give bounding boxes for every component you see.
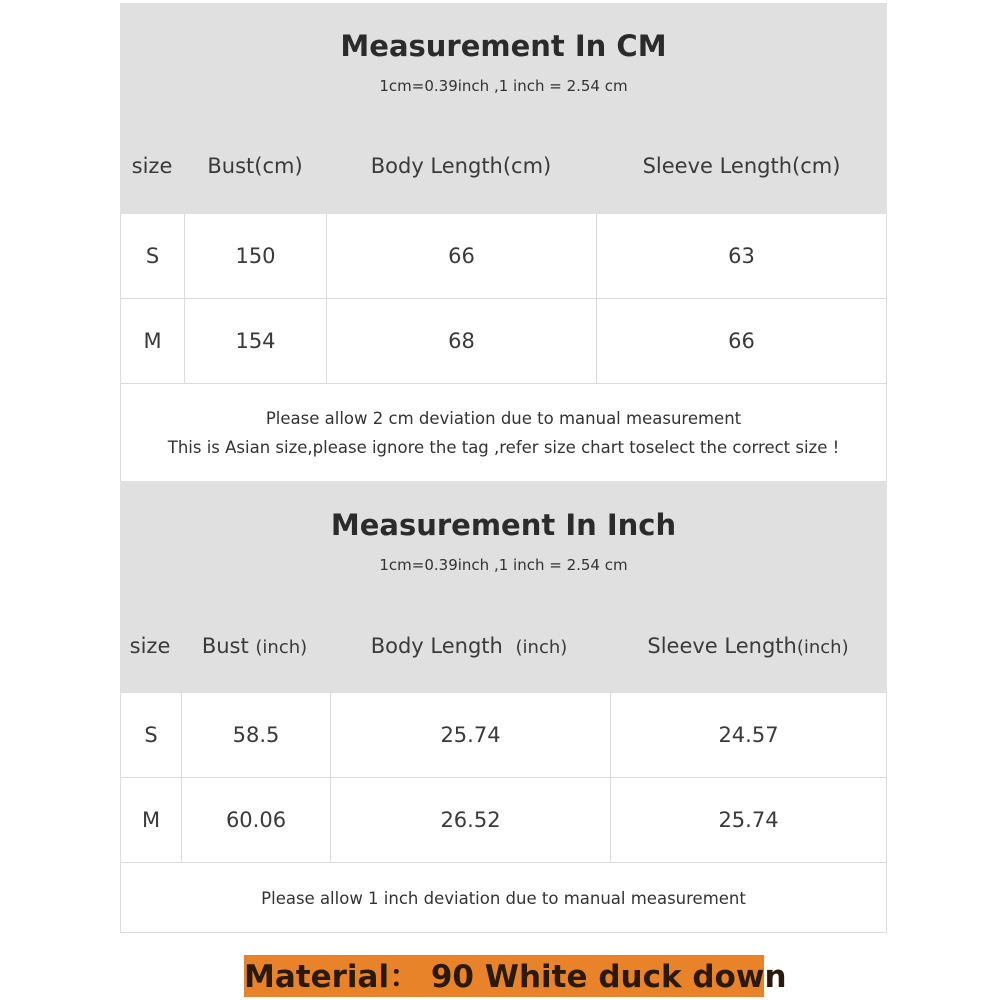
inch-table-header: [120, 481, 887, 693]
inch-cell-sleeve-length: 25.74: [610, 778, 886, 862]
table-row: [121, 214, 886, 299]
inch-table-title: Measurement In Inch: [330, 508, 677, 542]
asian-size-note: This is Asian size,please ignore the tag ,refer size chart toselect the correct size !: [167, 438, 840, 457]
inch-cell-bust: 58.5: [181, 693, 330, 777]
inch-deviation-note: Please allow 1 inch deviation due to manual measurement: [261, 889, 746, 908]
cm-cell-bust: 154: [184, 299, 326, 383]
cm-cell-body-length: 66: [326, 214, 596, 298]
inch-measurement-panel: [120, 481, 887, 933]
inch-header-bust-unit: (inch): [255, 637, 308, 658]
cm-cell-sleeve-length: 66: [596, 299, 886, 383]
inch-cell-body-length: 25.74: [330, 693, 610, 777]
inch-cell-size: M: [141, 808, 161, 832]
cm-cell-sleeve-length: 63: [596, 214, 886, 298]
cm-header-size: size: [131, 154, 173, 178]
inch-header-bust-label: Bust: [201, 634, 249, 658]
cm-cell-body-length: 68: [326, 299, 596, 383]
inch-cell-bust: 60.06: [181, 778, 330, 862]
inch-header-bust: [180, 634, 329, 658]
cm-conversion-note: 1cm=0.39inch ,1 inch = 2.54 cm: [379, 77, 628, 95]
inch-header-body-label: Body Length: [370, 634, 503, 658]
cm-header-bust: Bust(cm): [207, 154, 303, 178]
table-row: [121, 299, 886, 384]
cm-cell-bust: 150: [184, 214, 326, 298]
inch-cell-size: S: [144, 723, 158, 747]
inch-header-sleeve-unit: (inch): [796, 637, 849, 658]
inch-conversion-note: 1cm=0.39inch ,1 inch = 2.54 cm: [379, 556, 628, 574]
cm-table-body: [120, 214, 887, 481]
inch-header-sleeve-label: Sleeve Length: [647, 634, 797, 658]
cm-cell-size: M: [143, 329, 162, 353]
material-banner: Material： 90 White duck down: [244, 955, 764, 997]
cm-header-body-length: Body Length(cm): [370, 154, 552, 178]
cm-table-header: [120, 3, 887, 214]
cm-deviation-note: Please allow 2 cm deviation due to manual measurement: [265, 409, 742, 428]
table-row: [121, 693, 886, 778]
inch-header-body-length: [329, 634, 609, 658]
cm-table-title: Measurement In CM: [340, 29, 667, 63]
cm-header-sleeve-length: Sleeve Length(cm): [642, 154, 841, 178]
inch-header-size: size: [129, 634, 171, 658]
inch-header-sleeve-length: [609, 634, 887, 658]
cm-measurement-panel: [120, 3, 887, 481]
inch-cell-body-length: 26.52: [330, 778, 610, 862]
inch-header-body-unit: (inch): [515, 637, 568, 658]
inch-table-body: [120, 693, 887, 933]
inch-cell-sleeve-length: 24.57: [610, 693, 886, 777]
cm-cell-size: S: [145, 244, 160, 268]
table-row: [121, 778, 886, 863]
